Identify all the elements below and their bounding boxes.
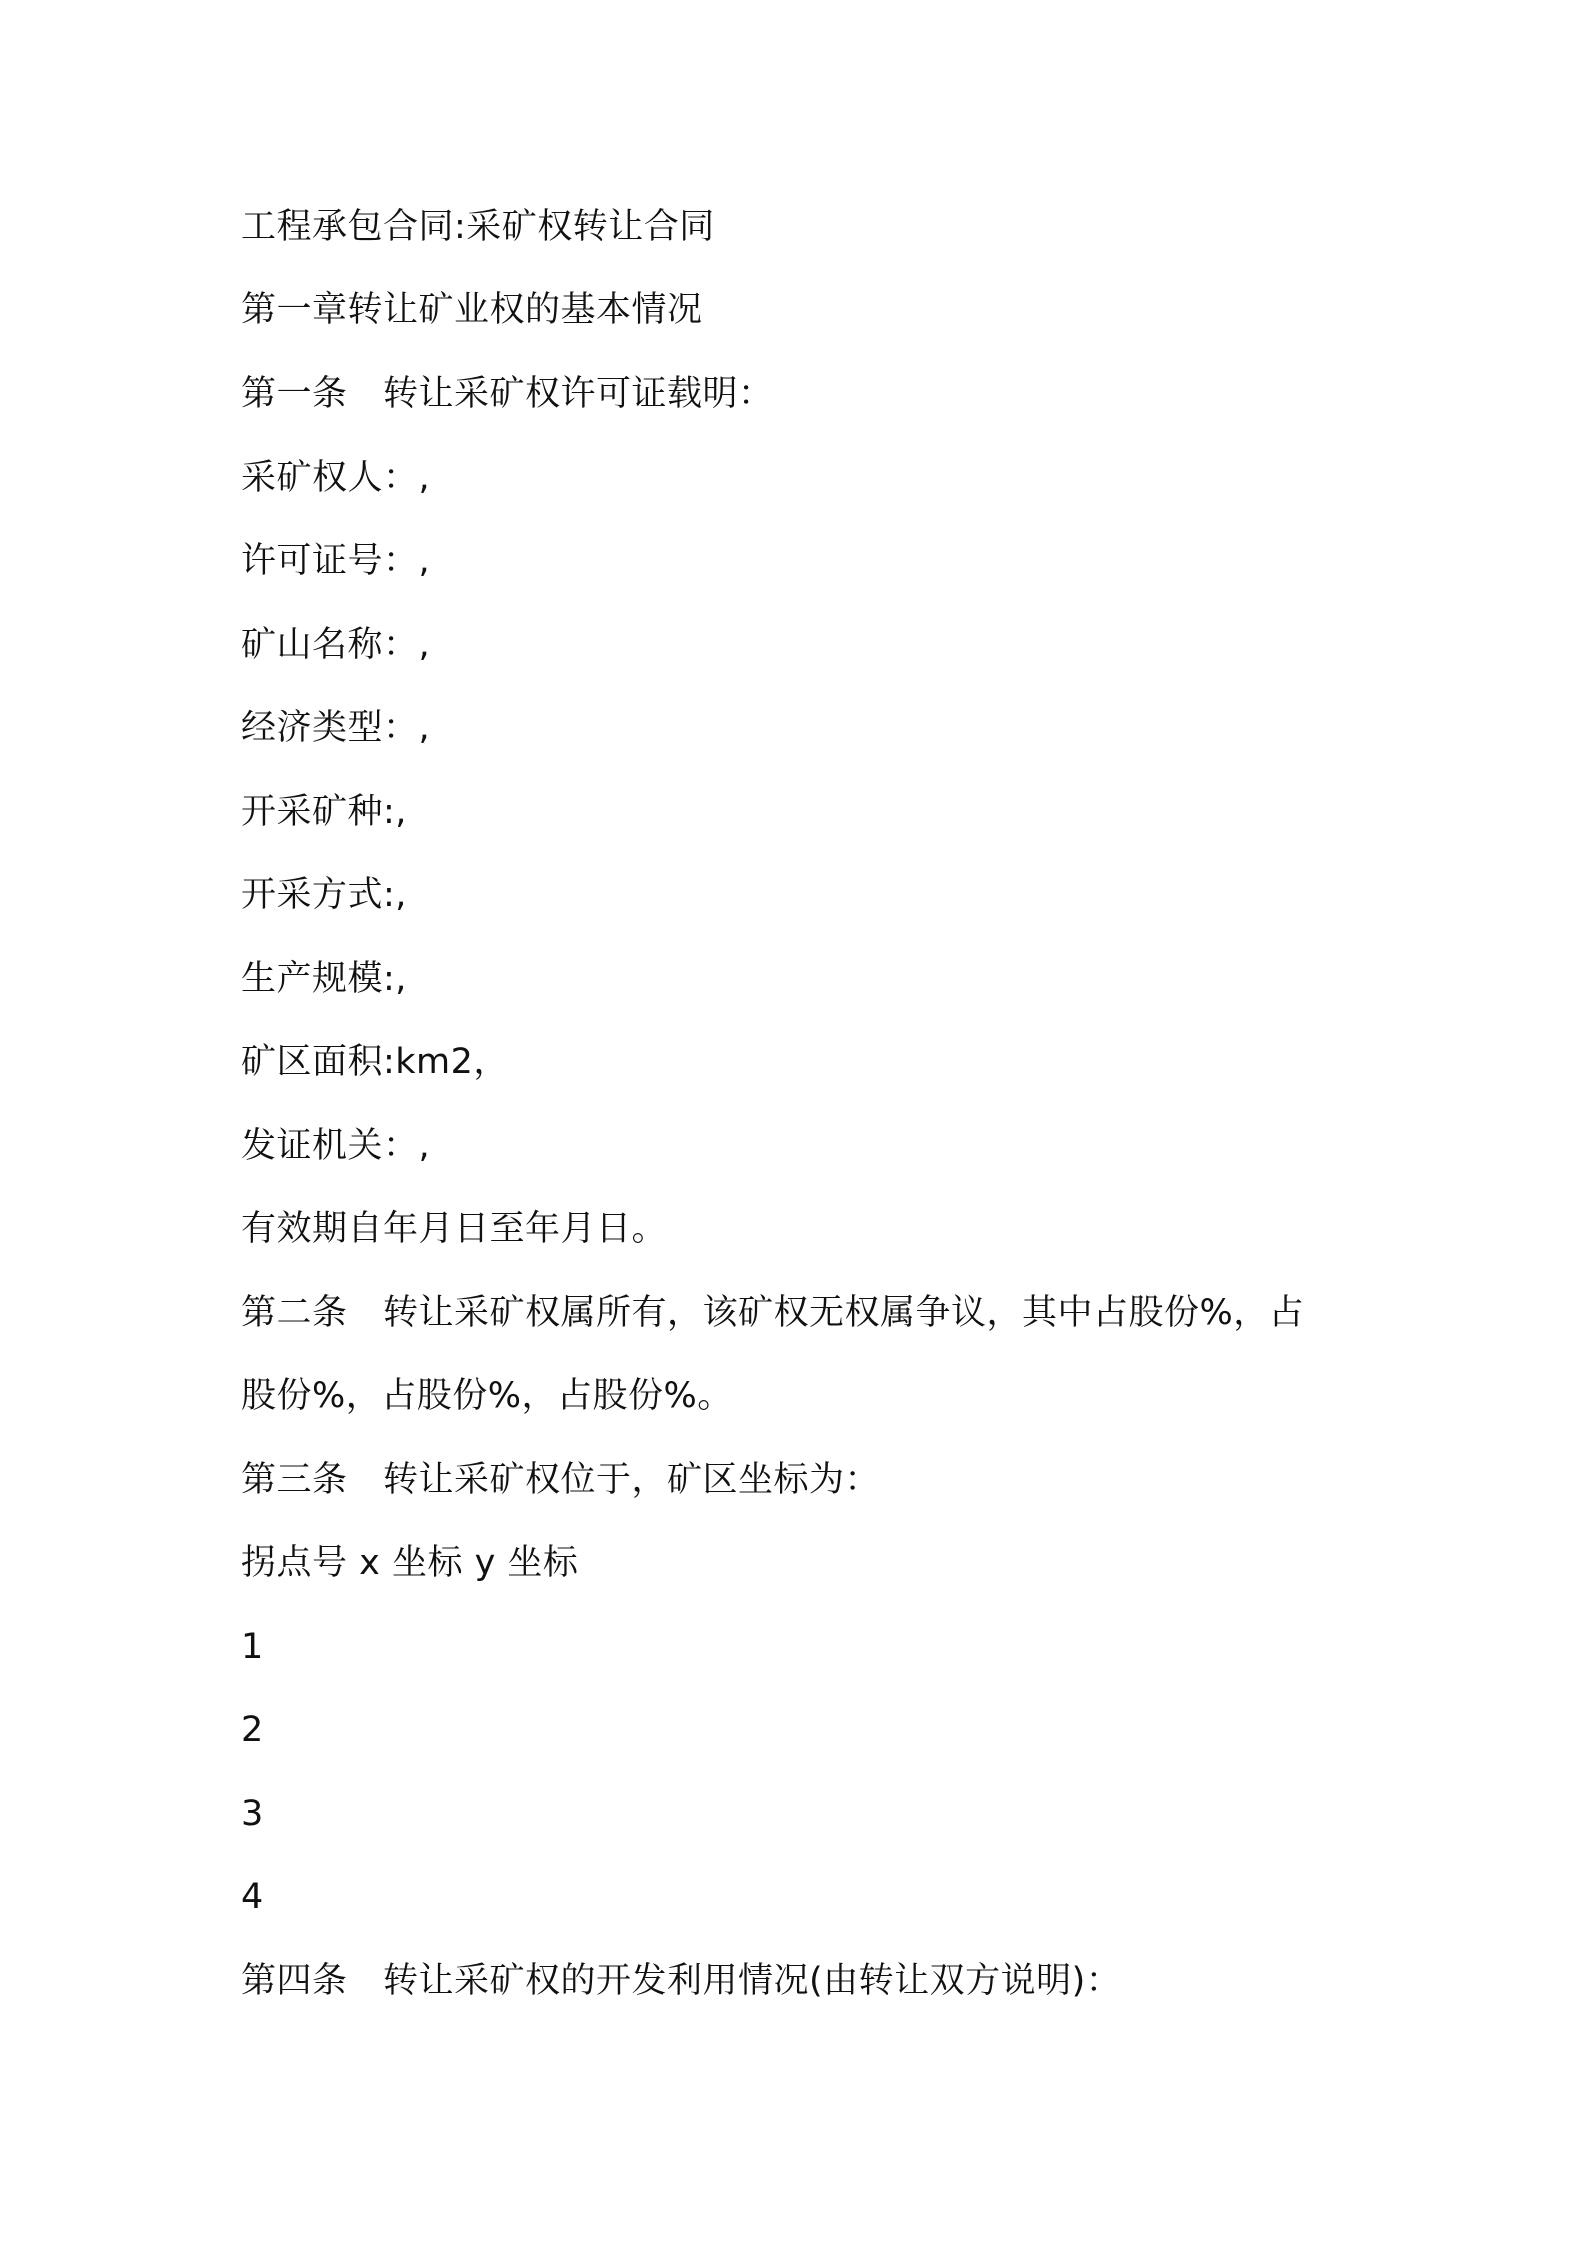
article-3-heading: 第三条 转让采矿权位于，矿区坐标为： <box>241 1460 881 1500</box>
field-license-number: 许可证号：, <box>241 541 431 581</box>
field-mineral-type: 开采矿种:, <box>241 792 407 832</box>
document-title: 工程承包合同:采矿权转让合同 <box>241 207 715 247</box>
coordinates-header: 拐点号 x 坐标 y 坐标 <box>241 1543 579 1583</box>
coordinate-row-3: 3 <box>241 1794 264 1834</box>
field-issuing-authority: 发证机关：, <box>241 1126 431 1166</box>
article-2-line-1: 第二条 转让采矿权属所有，该矿权无权属争议，其中占股份%，占 <box>241 1293 1305 1333</box>
field-production-scale: 生产规模:, <box>241 959 407 999</box>
field-mining-method: 开采方式:, <box>241 875 407 915</box>
field-economic-type: 经济类型：, <box>241 708 431 748</box>
article-4-heading: 第四条 转让采矿权的开发利用情况(由转让双方说明)： <box>241 1961 1122 2001</box>
field-mining-area: 矿区面积:km2， <box>241 1042 509 1082</box>
coordinate-row-4: 4 <box>241 1877 264 1917</box>
field-mine-name: 矿山名称：, <box>241 625 431 665</box>
field-validity-period: 有效期自年月日至年月日。 <box>241 1209 668 1249</box>
chapter-heading: 第一章转让矿业权的基本情况 <box>241 290 703 330</box>
article-2-line-2: 股份%，占股份%，占股份%。 <box>241 1376 733 1416</box>
coordinate-row-1: 1 <box>241 1627 264 1667</box>
field-mining-right-holder: 采矿权人：, <box>241 458 431 498</box>
article-1-heading: 第一条 转让采矿权许可证载明： <box>241 374 774 414</box>
coordinate-row-2: 2 <box>241 1710 264 1750</box>
